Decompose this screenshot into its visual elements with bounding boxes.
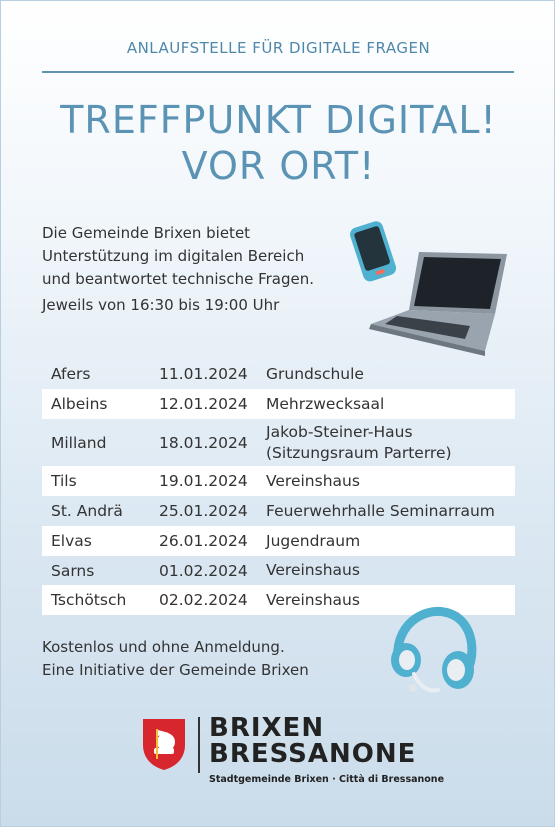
venue-line-1: Jakob-Steiner-Haus [266,422,413,441]
intro-text [42,222,342,291]
footer-line-2: Eine Initiative der Gemeinde Brixen [42,661,309,679]
date-cell: 18.01.2024 [159,433,248,452]
table-row [42,496,515,526]
venue-cell: Feuerwehrhalle Seminarraum [266,501,495,520]
place-cell: St. Andrä [51,502,123,520]
venue-cell: Jugendraum [266,531,361,550]
place-cell: Tils [51,472,77,490]
laptop-icon [367,246,512,358]
venue-cell: Vereinshaus [266,471,360,490]
place-cell: Tschötsch [51,591,127,609]
date-cell: 02.02.2024 [159,591,248,609]
page-title [1,97,555,189]
venue-cell: Vereinshaus [266,590,360,609]
place-cell: Sarns [51,561,95,580]
venue-cell: Vereinshaus [266,561,360,579]
brand-name-de: BRIXEN [209,713,325,743]
date-cell: 11.01.2024 [159,365,248,383]
title-line-2: VOR ORT! [181,144,376,188]
intro-line-1: Die Gemeinde Brixen bietet [42,224,251,242]
intro-line-2: Unterstützung im digitalen Bereich [42,247,305,265]
footer-line-1: Kostenlos und ohne Anmeldung. [42,638,285,656]
title-line-1: TREFFPUNKT DIGITAL! [60,98,497,142]
venue-cell [266,422,515,464]
date-cell: 12.01.2024 [159,395,248,413]
tagline: ANLAUFSTELLE FÜR DIGITALE FRAGEN [126,39,431,57]
place-cell: Milland [51,433,107,452]
place-cell: Afers [51,365,91,383]
brand-subtitle: Stadtgemeinde Brixen · Città di Bressanone [209,774,445,785]
table-row [42,526,515,556]
header-divider [42,71,514,73]
brixen-coat-of-arms-icon [141,717,187,771]
table-row [42,359,515,389]
date-cell: 01.02.2024 [159,561,248,580]
table-row [42,556,515,585]
table-row [42,419,515,466]
brand-name-it: BRESSANONE [209,739,417,769]
table-row [42,466,515,496]
venue-cell: Grundschule [266,364,364,383]
opening-hours: Jeweils von 16:30 bis 19:00 Uhr [42,296,280,314]
headphones-icon [384,604,480,700]
date-cell: 26.01.2024 [159,532,248,550]
place-cell: Elvas [51,532,92,550]
schedule-table [42,359,515,615]
venue-cell: Mehrzwecksaal [266,394,385,413]
table-row [42,389,515,419]
intro-line-3: und beantwortet technische Fragen. [42,270,315,288]
date-cell: 25.01.2024 [159,502,248,520]
place-cell: Albeins [51,395,108,413]
logo-divider [198,717,200,773]
venue-line-2: (Sitzungsraum Parterre) [266,443,452,462]
date-cell: 19.01.2024 [159,472,248,490]
